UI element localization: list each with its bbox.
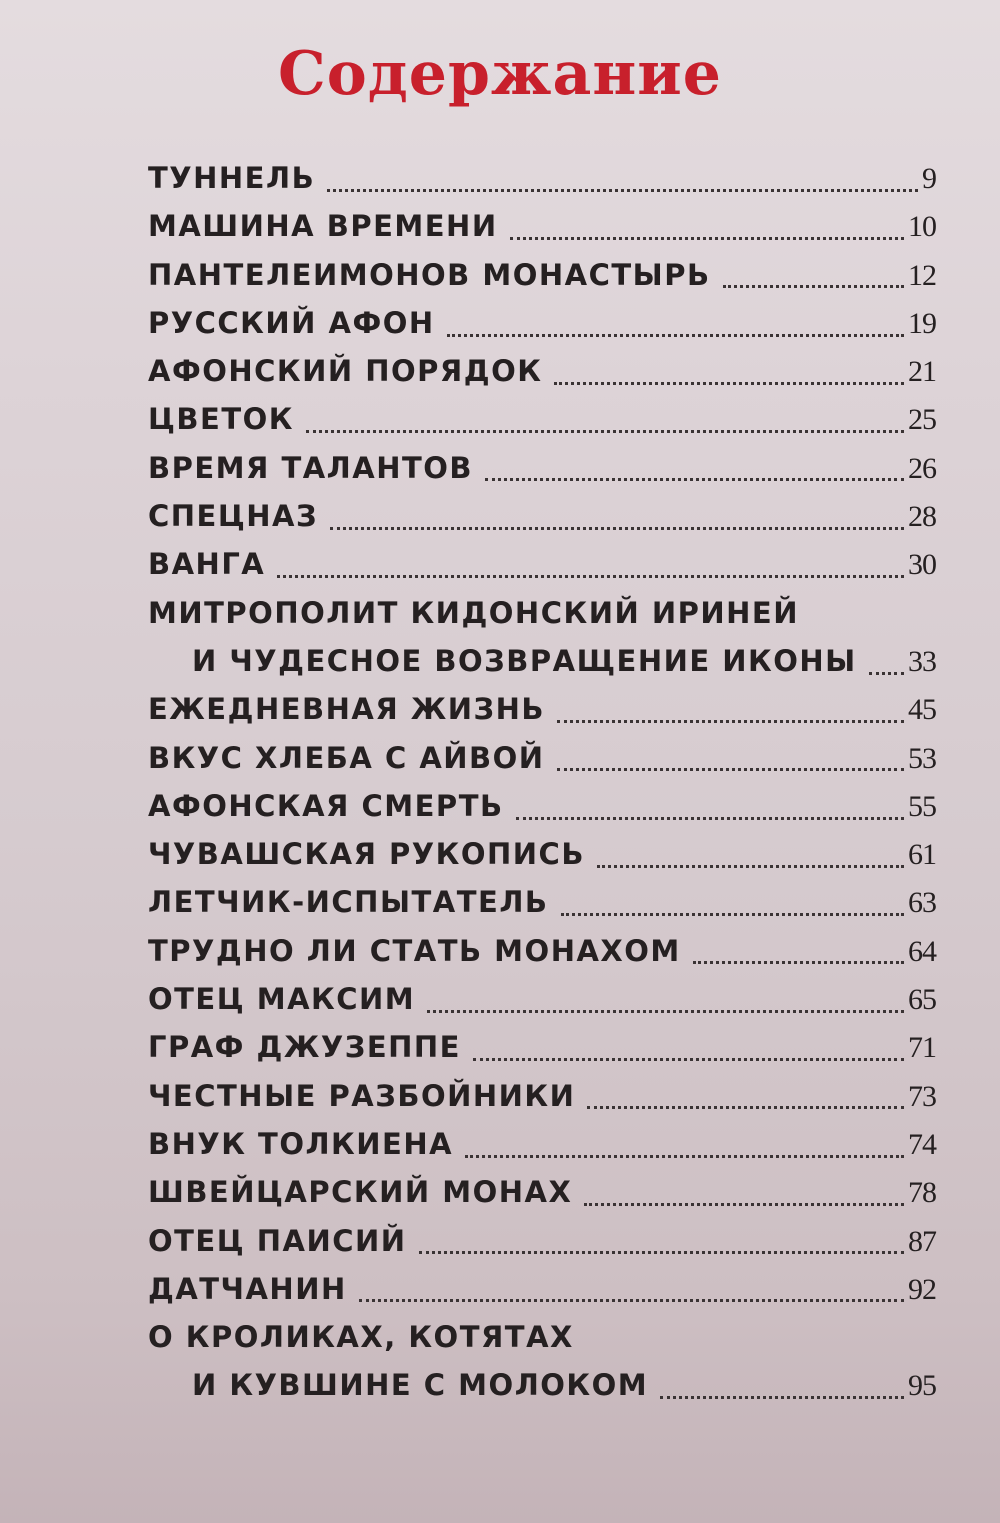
toc-entry bbox=[148, 154, 936, 202]
toc-line bbox=[148, 1265, 936, 1313]
toc-entry bbox=[148, 685, 936, 733]
toc-line bbox=[148, 589, 936, 637]
toc-entry bbox=[148, 782, 936, 830]
toc-page-number: 61 bbox=[908, 838, 936, 872]
toc-entry-title: ОТЕЦ МАКСИМ bbox=[148, 982, 416, 1017]
toc-page-number: 21 bbox=[908, 355, 936, 389]
toc-page-number: 19 bbox=[908, 306, 936, 340]
toc-page-number: 64 bbox=[908, 934, 936, 968]
toc-entry bbox=[148, 1168, 936, 1216]
toc-line bbox=[148, 878, 936, 926]
toc-line bbox=[148, 685, 936, 733]
toc-entry bbox=[148, 202, 936, 250]
toc-entry-title: ВРЕМЯ ТАЛАНТОВ bbox=[148, 450, 474, 485]
toc-entry-title: ВНУК ТОЛКИЕНА bbox=[148, 1126, 454, 1161]
toc-entry bbox=[148, 878, 936, 926]
toc-line bbox=[148, 975, 936, 1023]
toc-page-number: 73 bbox=[908, 1079, 936, 1113]
dot-leader bbox=[693, 961, 904, 964]
toc-page-number: 10 bbox=[908, 210, 936, 244]
toc-page-number: 74 bbox=[908, 1127, 936, 1161]
toc-entry-title: АФОНСКИЙ ПОРЯДОК bbox=[148, 354, 543, 389]
toc-page-number: 92 bbox=[908, 1272, 936, 1306]
dot-leader bbox=[584, 1203, 904, 1206]
toc-entry bbox=[148, 589, 936, 686]
toc-line bbox=[148, 540, 936, 588]
toc-line bbox=[148, 734, 936, 782]
toc-line bbox=[148, 637, 936, 685]
toc-entry-title: МИТРОПОЛИТ КИДОНСКИЙ ИРИНЕЙ bbox=[148, 595, 799, 630]
toc-entry-title: И КУВШИНЕ С МОЛОКОМ bbox=[192, 1368, 649, 1403]
toc-page-number: 63 bbox=[908, 886, 936, 920]
toc-line bbox=[148, 1217, 936, 1265]
toc-line bbox=[148, 782, 936, 830]
toc-line bbox=[148, 299, 936, 347]
toc-entry-title: ПАНТЕЛЕИМОНОВ МОНАСТЫРЬ bbox=[148, 257, 711, 292]
toc-entry-title: ЧЕСТНЫЕ РАЗБОЙНИКИ bbox=[148, 1078, 576, 1113]
toc-page-number: 26 bbox=[908, 451, 936, 485]
toc-entry bbox=[148, 251, 936, 299]
page-title: Содержание bbox=[278, 39, 722, 109]
toc-entry bbox=[148, 492, 936, 540]
toc-page-number: 65 bbox=[908, 983, 936, 1017]
toc-page-number: 33 bbox=[908, 644, 936, 678]
toc-page-number: 53 bbox=[908, 741, 936, 775]
toc-page-number: 9 bbox=[922, 162, 936, 195]
dot-leader bbox=[330, 527, 904, 530]
toc-line bbox=[148, 251, 936, 299]
dot-leader bbox=[327, 189, 918, 192]
toc-page-number: 30 bbox=[908, 548, 936, 582]
dot-leader bbox=[473, 1058, 904, 1061]
toc-entry-title: ЛЕТЧИК-ИСПЫТАТЕЛЬ bbox=[148, 885, 549, 920]
toc-line bbox=[148, 1361, 936, 1409]
toc-entry bbox=[148, 1265, 936, 1313]
toc-entry-title: РУССКИЙ АФОН bbox=[148, 305, 435, 340]
toc-entry-title: СПЕЦНАЗ bbox=[148, 499, 319, 534]
toc-entry-title: ТУННЕЛЬ bbox=[148, 161, 316, 195]
toc-page-number: 78 bbox=[908, 1176, 936, 1210]
toc-line bbox=[148, 202, 936, 250]
toc-entry bbox=[148, 927, 936, 975]
toc-line bbox=[148, 444, 936, 492]
toc-line bbox=[148, 927, 936, 975]
toc-entry bbox=[148, 299, 936, 347]
toc-line bbox=[148, 347, 936, 395]
toc-entry bbox=[148, 1217, 936, 1265]
toc-page-number: 45 bbox=[908, 693, 936, 727]
toc-entry bbox=[148, 395, 936, 443]
dot-leader bbox=[869, 672, 904, 675]
toc-line bbox=[148, 1313, 936, 1361]
toc-entry bbox=[148, 734, 936, 782]
dot-leader bbox=[561, 913, 904, 916]
toc-entry-title: ВКУС ХЛЕБА С АЙВОЙ bbox=[148, 740, 545, 775]
toc-line bbox=[148, 1168, 936, 1216]
toc-entry bbox=[148, 444, 936, 492]
dot-leader bbox=[554, 382, 904, 385]
dot-leader bbox=[510, 237, 904, 240]
toc-page-number: 55 bbox=[908, 789, 936, 823]
toc-entry bbox=[148, 347, 936, 395]
toc-entry bbox=[148, 1023, 936, 1071]
dot-leader bbox=[447, 334, 904, 337]
dot-leader bbox=[277, 575, 904, 578]
toc-line bbox=[148, 1023, 936, 1071]
toc-entry-title: И ЧУДЕСНОЕ ВОЗВРАЩЕНИЕ ИКОНЫ bbox=[192, 643, 857, 678]
toc-entry-title: О КРОЛИКАХ, КОТЯТАХ bbox=[148, 1320, 574, 1355]
toc-entry-title: ДАТЧАНИН bbox=[148, 1271, 347, 1306]
dot-leader bbox=[597, 865, 904, 868]
toc-line bbox=[148, 492, 936, 540]
toc-entry bbox=[148, 1072, 936, 1120]
toc-entry-title: ШВЕЙЦАРСКИЙ МОНАХ bbox=[148, 1175, 573, 1210]
toc-entry bbox=[148, 1120, 936, 1168]
dot-leader bbox=[516, 817, 904, 820]
dot-leader bbox=[359, 1299, 904, 1302]
toc-entry-title: ЧУВАШСКАЯ РУКОПИСЬ bbox=[148, 837, 585, 872]
toc-entry bbox=[148, 1313, 936, 1410]
toc-page-number: 28 bbox=[908, 500, 936, 534]
dot-leader bbox=[557, 768, 904, 771]
toc-entry-title: ЦВЕТОК bbox=[148, 402, 294, 437]
toc-entry-title: МАШИНА ВРЕМЕНИ bbox=[148, 209, 498, 244]
toc-entry-title: ОТЕЦ ПАИСИЙ bbox=[148, 1223, 407, 1258]
dot-leader bbox=[306, 430, 904, 433]
dot-leader bbox=[557, 720, 904, 723]
toc-page-number: 12 bbox=[908, 258, 936, 292]
toc-entry-title: АФОНСКАЯ СМЕРТЬ bbox=[148, 788, 504, 823]
toc-line bbox=[148, 395, 936, 443]
toc-page-number: 25 bbox=[908, 403, 936, 437]
dot-leader bbox=[427, 1010, 904, 1013]
toc-line bbox=[148, 830, 936, 878]
toc-entry-title: ГРАФ ДЖУЗЕППЕ bbox=[148, 1030, 461, 1065]
toc-line bbox=[148, 1072, 936, 1120]
toc-entry bbox=[148, 540, 936, 588]
toc-entry-title: ТРУДНО ЛИ СТАТЬ МОНАХОМ bbox=[148, 933, 681, 968]
dot-leader bbox=[419, 1251, 904, 1254]
dot-leader bbox=[465, 1155, 904, 1158]
dot-leader bbox=[485, 478, 904, 481]
toc-line bbox=[148, 1120, 936, 1168]
toc-page-number: 95 bbox=[908, 1369, 936, 1403]
dot-leader bbox=[723, 285, 904, 288]
toc-page-number: 71 bbox=[908, 1031, 936, 1065]
toc-line bbox=[148, 154, 936, 202]
toc-entry-title: ЕЖЕДНЕВНАЯ ЖИЗНЬ bbox=[148, 692, 546, 727]
toc-entry-title: ВАНГА bbox=[148, 547, 266, 582]
dot-leader bbox=[587, 1106, 904, 1109]
toc-entry bbox=[148, 830, 936, 878]
table-of-contents bbox=[148, 154, 936, 1410]
dot-leader bbox=[660, 1396, 904, 1399]
toc-page-number: 87 bbox=[908, 1224, 936, 1258]
toc-entry bbox=[148, 975, 936, 1023]
